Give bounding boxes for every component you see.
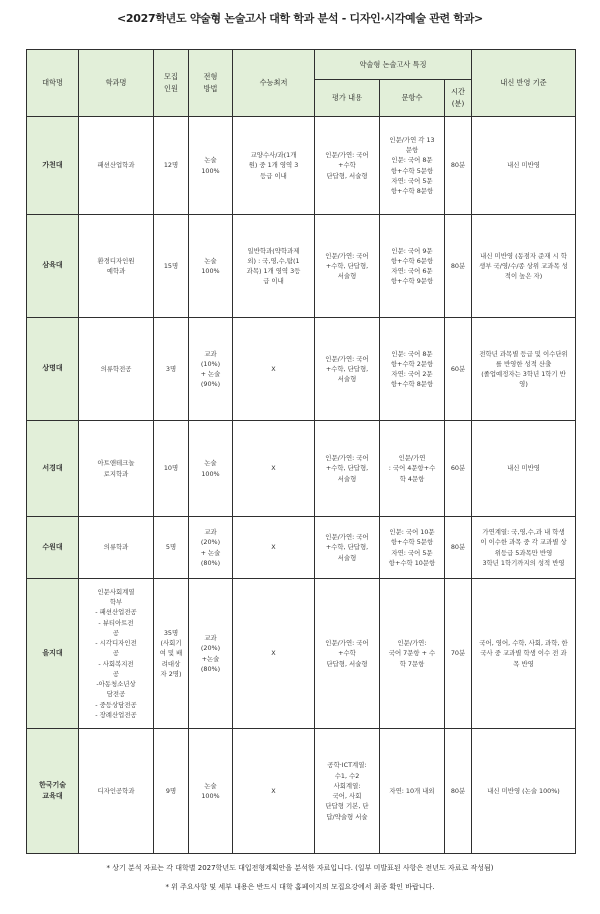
cell-quota: 5명: [154, 517, 189, 579]
cell-eval: 인문/가연: 국어 +수학, 단답형, 서술형: [315, 517, 380, 579]
header-quota: 모집 인원: [154, 50, 189, 117]
cell-quota: 15명: [154, 215, 189, 318]
table-row: [27, 517, 576, 579]
cell-university: 한국기술 교육대: [27, 729, 79, 854]
footer-note-2: * 위 주요사항 및 세부 내용은 반드시 대학 홈페이지의 모집요강에서 최종 확인 바랍니다.: [165, 883, 435, 891]
cell-gpa: 전학년 과목별 등급 및 이수단위 를 반영한 성적 산출 (졸업예정자는 3학년 1학기 반 영): [472, 318, 576, 421]
cell-university: 수원대: [27, 517, 79, 579]
cell-department: 아트앤테크놀 로지학과: [79, 421, 154, 517]
cell-time: 80분: [445, 729, 472, 854]
cell-eval: 인문/가연: 국어 +수학 단답형, 서술형: [315, 117, 380, 215]
cell-quota: 10명: [154, 421, 189, 517]
page-title: <2027학년도 약술형 논술고사 대학 학과 분석 - 디자인·시각예술 관련 학과>: [117, 12, 483, 25]
header-university: 대학명: [27, 50, 79, 117]
cell-questions: 자연: 10개 내외: [380, 729, 445, 854]
table-row: [27, 729, 576, 854]
cell-csat: 일반학과(약학과제 외) : 국,영,수,탐(1 과목) 1개 영역 3등 급 이내: [233, 215, 315, 318]
cell-eval: 인문/가연: 국어 +수학, 단답형, 서술형: [315, 421, 380, 517]
cell-csat: X: [233, 579, 315, 729]
header-department: 학과명: [79, 50, 154, 117]
cell-department: 디자인공학과: [79, 729, 154, 854]
cell-department: 인문사회계열 학부 - 패션산업전공 - 뷰티아트전 공 - 시각디자인전 공 - 사회복지전 공 -아동청소년상 담전공 - 중등상담전공 - 장례산업전공: [79, 579, 154, 729]
cell-department: 의류학과: [79, 517, 154, 579]
header-questions: 문항수: [380, 80, 445, 117]
header-method: 전형 방법: [189, 50, 233, 117]
cell-gpa: 국어, 영어, 수학, 사회, 과학, 한 국사 중 교과별 학생 이수 전 과 목 반영: [472, 579, 576, 729]
cell-eval: 공학·ICT계열: 수1, 수2 사회계열: 국어, 사회 단답형 기본, 단 답/약술형 서술: [315, 729, 380, 854]
cell-time: 60분: [445, 421, 472, 517]
header-features-group: 약술형 논술고사 특징: [315, 50, 472, 80]
cell-questions: 인문/가연 : 국어 4문항+수 학 4문항: [380, 421, 445, 517]
cell-eval: 인문/가연: 국어 +수학, 단답형, 서술형: [315, 215, 380, 318]
cell-quota: 9명: [154, 729, 189, 854]
cell-eval: 인문/가연: 국어 +수학, 단답형, 서술형: [315, 318, 380, 421]
cell-gpa: 내신 미반영 (동점자 준재 시 학 생부 국/영/수/종 상위 교과목 성 적이 높은 자): [472, 215, 576, 318]
table-row: [27, 579, 576, 729]
cell-method: 논술 100%: [189, 729, 233, 854]
cell-time: 80분: [445, 215, 472, 318]
cell-eval: 인문/가연: 국어 +수학 단답형, 서술형: [315, 579, 380, 729]
cell-questions: 인문: 국어 8문 항+수학 2문항 자연: 국어 2문 항+수학 8문항: [380, 318, 445, 421]
cell-method: 논술 100%: [189, 421, 233, 517]
cell-csat: 교양수사/과(1개 원) 중 1개 영역 3 등급 이내: [233, 117, 315, 215]
cell-quota: 3명: [154, 318, 189, 421]
cell-university: 을지대: [27, 579, 79, 729]
cell-gpa: 내신 미반영 (논술 100%): [472, 729, 576, 854]
cell-department: 환경디자인원 예학과: [79, 215, 154, 318]
cell-university: 삼육대: [27, 215, 79, 318]
cell-method: 논술 100%: [189, 117, 233, 215]
cell-gpa: 내신 미반영: [472, 421, 576, 517]
cell-method: 논술 100%: [189, 215, 233, 318]
cell-quota: 35명 (사회기 여 및 배 려대상 자 2명): [154, 579, 189, 729]
table-row: [27, 117, 576, 215]
cell-csat: X: [233, 517, 315, 579]
table-row: [27, 318, 576, 421]
cell-csat: X: [233, 421, 315, 517]
cell-department: 패션산업학과: [79, 117, 154, 215]
cell-questions: 인문: 국어 10문 항+수학 5문항 자연: 국어 5문 항+수학 10문항: [380, 517, 445, 579]
header-gpa: 내신 반영 기준: [472, 50, 576, 117]
cell-questions: 인문: 국어 9문 항+수학 6문항 자연: 국어 6문 항+수학 9문항: [380, 215, 445, 318]
cell-university: 서경대: [27, 421, 79, 517]
header-csat: 수능최저: [233, 50, 315, 117]
cell-method: 교과 (20%) + 논술 (80%): [189, 517, 233, 579]
cell-university: 가천대: [27, 117, 79, 215]
table-row: [27, 421, 576, 517]
table-row: [27, 215, 576, 318]
header-time: 시간 (분): [445, 80, 472, 117]
cell-university: 상명대: [27, 318, 79, 421]
admissions-table: [26, 49, 576, 854]
cell-questions: 인문/가연: 국어 7문항 + 수 학 7문항: [380, 579, 445, 729]
cell-method: 교과 (10%) + 논술 (90%): [189, 318, 233, 421]
cell-time: 80분: [445, 117, 472, 215]
cell-department: 의류학전공: [79, 318, 154, 421]
cell-time: 80분: [445, 517, 472, 579]
cell-time: 70분: [445, 579, 472, 729]
cell-csat: X: [233, 318, 315, 421]
cell-gpa: 가연계열: 국,영,수,과 내 학생 이 이수한 과목 중 각 교과별 상 위등급 5과목만 반영 3학년 1학기까지의 성적 반영: [472, 517, 576, 579]
cell-gpa: 내신 미반영: [472, 117, 576, 215]
cell-csat: X: [233, 729, 315, 854]
header-eval: 평가 내용: [315, 80, 380, 117]
cell-questions: 인문/가연 각 13 문항 인문: 국어 8문 항+수학 5문항 자연: 국어 5문 항+수학 8문항: [380, 117, 445, 215]
cell-time: 60분: [445, 318, 472, 421]
cell-method: 교과 (20%) +논술 (80%): [189, 579, 233, 729]
cell-quota: 12명: [154, 117, 189, 215]
footer-note-1: * 상기 분석 자료는 각 대학별 2027학년도 대입전형계획안을 분석한 자료입니다. (일부 미발표된 사항은 전년도 자료로 작성됨): [106, 864, 494, 872]
